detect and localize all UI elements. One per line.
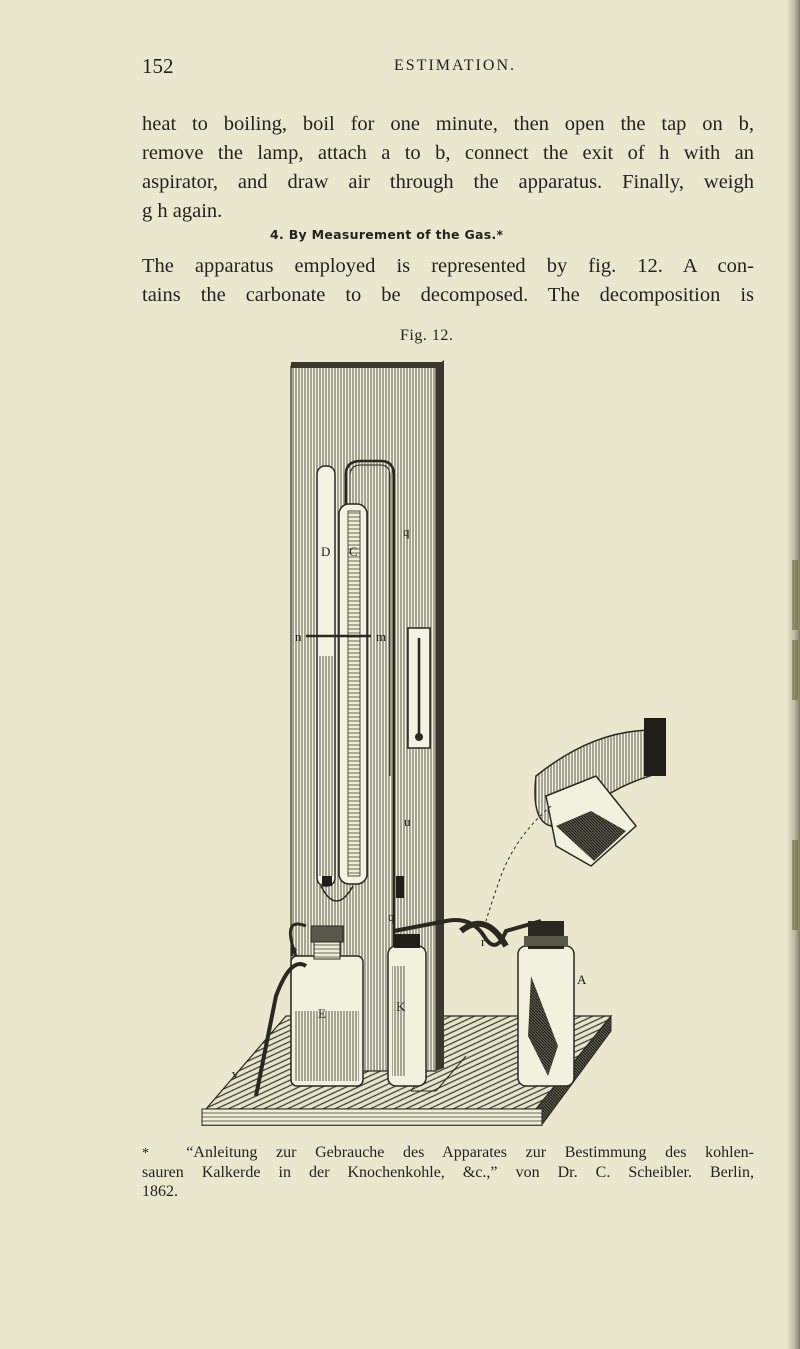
page-edge-mark (792, 640, 798, 700)
page-edge-mark (792, 840, 798, 930)
label-r: r (481, 934, 486, 949)
footnote-text: “Anleitung zur Gebrauche des Apparates zur Bestimmung des kohlen- (186, 1144, 755, 1161)
footnote-line: 1862. (142, 1183, 178, 1200)
footnote-line: sauren Kalkerde in der Knochenkohle, &c.,” von Dr. C. Scheibler. Berlin, (142, 1164, 754, 1181)
thermometer (408, 628, 430, 748)
text-line: aspirator, and draw air through the apparatus. Finally, weigh (142, 171, 754, 193)
label-C: C (349, 544, 358, 559)
label-q-bottom: q (388, 909, 395, 924)
apparatus-paragraph (142, 252, 754, 310)
label-K: K (396, 999, 406, 1014)
apparatus-figure (196, 356, 666, 1126)
label-D: D (321, 544, 331, 559)
footnote-mark: * (142, 1146, 149, 1161)
label-q-top: q (403, 524, 410, 539)
page-edge-mark (792, 560, 798, 630)
hand-with-beaker (486, 718, 666, 921)
label-u: u (404, 814, 411, 829)
page-number: 152 (142, 54, 174, 78)
footnote (142, 1143, 754, 1201)
bottle-K (388, 934, 426, 1086)
text-line: g h again. (142, 200, 223, 222)
label-A: A (577, 972, 587, 987)
footnote-line (142, 1143, 754, 1163)
text-line: The apparatus employed is represented by fig. 12. A con- (142, 255, 754, 277)
text-line: remove the lamp, attach a to b, connect the exit of h with an (142, 142, 754, 164)
label-E: E (318, 1006, 326, 1021)
running-head (142, 54, 742, 80)
running-title: ESTIMATION. (394, 57, 516, 74)
bottle-A (518, 921, 574, 1086)
figure-caption: Fig. 12. (400, 327, 454, 344)
label-m: m (376, 629, 387, 644)
label-v: v (232, 1066, 239, 1081)
text-line: heat to boiling, boil for one minute, then open the tap on b, (142, 113, 754, 135)
label-P: P (290, 944, 298, 959)
label-n: n (295, 629, 302, 644)
apparatus-illustration (196, 356, 666, 1126)
intro-paragraph (142, 110, 754, 226)
text-line: tains the carbonate to be decomposed. The decomposition is (142, 284, 754, 306)
section-heading: 4. By Measurement of the Gas.* (270, 227, 504, 242)
